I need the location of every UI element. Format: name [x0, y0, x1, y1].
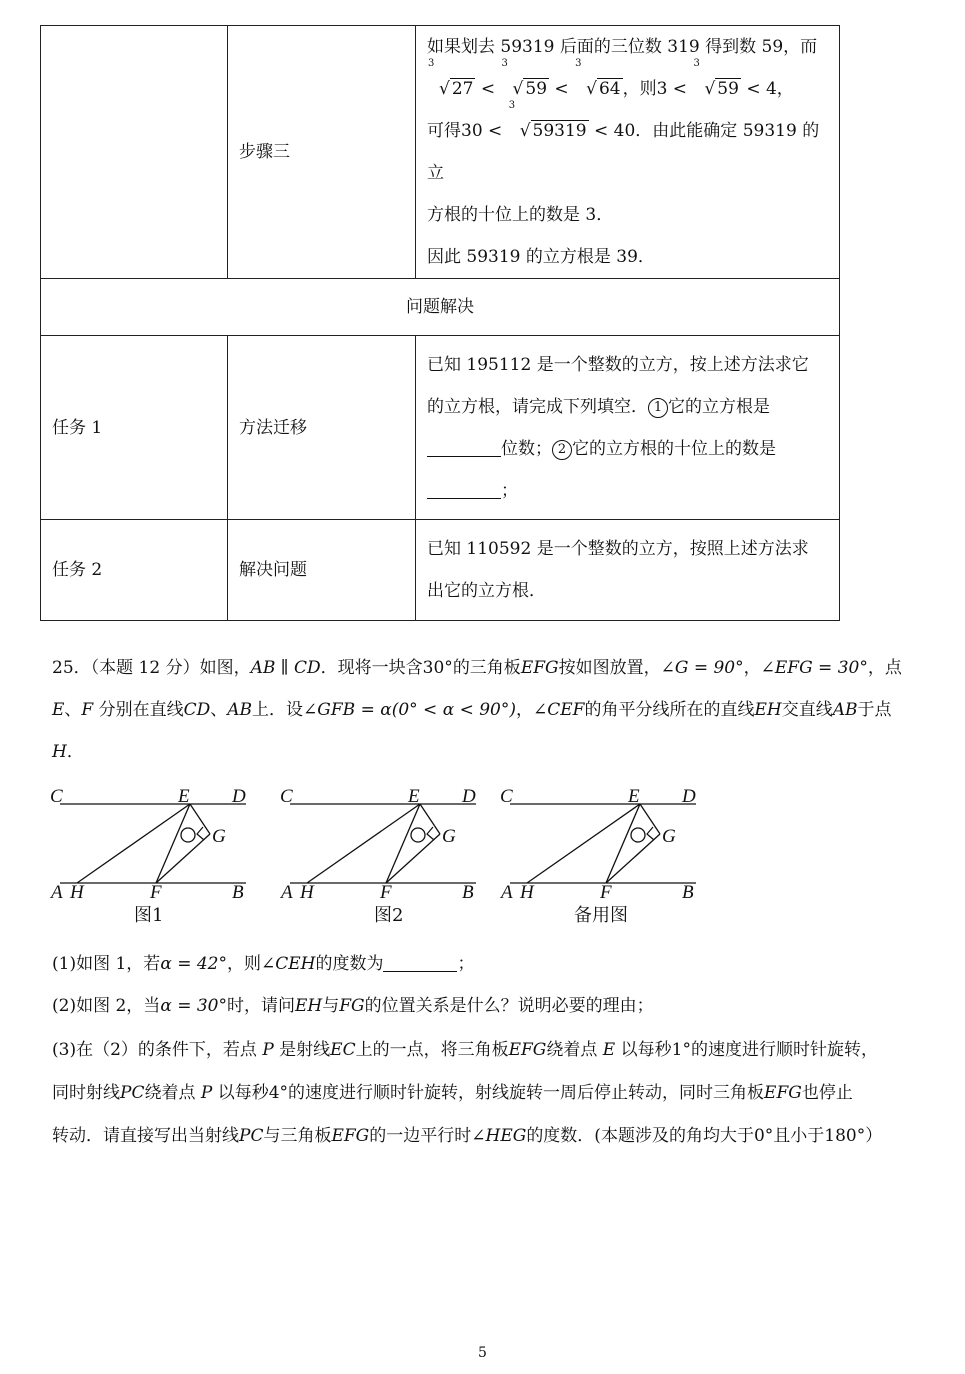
q3-seg: 以每秒 [615, 1040, 672, 1060]
step3-label: 步骤三 [228, 26, 416, 279]
label-d: D [682, 786, 696, 807]
label-b: B [462, 882, 474, 903]
seg-text: 交直线 [781, 700, 833, 720]
seg-ab: AB [227, 700, 253, 720]
q2-eh: EH [294, 996, 323, 1016]
task1-line4-end: ； [501, 480, 518, 501]
figure-1 [50, 780, 260, 930]
label-g: G [212, 826, 226, 847]
page-number: 5 [478, 1345, 487, 1361]
q3-seg: 绕着点 [546, 1040, 603, 1060]
q1-post: 的度数为 [315, 954, 384, 974]
q3-efg: EFG [331, 1126, 370, 1146]
figure-3 [500, 780, 710, 930]
task1-line2-post: 它的立方根是 [668, 396, 770, 417]
label-b: B [232, 882, 244, 903]
label-d: D [462, 786, 476, 807]
step3-line1: 如果划去 59319 后面的三位数 319 得到数 59，而 [427, 37, 818, 57]
seg-parallel: ∥ [275, 658, 295, 678]
label-e: E [628, 786, 640, 807]
question-3-line-3 [52, 1115, 942, 1157]
task2-line1: 已知 110592 是一个整数的立方，按照上述方法求 [427, 539, 809, 559]
q3-seg: 的度数．(本题涉及的角均大于 [526, 1126, 754, 1146]
q2-mid: 时，请问 [226, 996, 295, 1016]
label-d: D [232, 786, 246, 807]
label-c: C [280, 786, 293, 807]
question-2 [52, 985, 942, 1027]
section-header: 问题解决 [41, 279, 840, 336]
problem-line-2 [52, 689, 942, 731]
seg-text: 按如图放置， [558, 658, 661, 678]
q3-1deg: 1° [671, 1040, 691, 1060]
step3-line2: 3 √ 27 < 3 √ 59 < 3 √ 64 ，则3 < 3 √ 59 < 4， [428, 58, 794, 99]
q3-seg: 与三角板 [263, 1126, 332, 1146]
seg-ab: AB [250, 658, 276, 678]
q2-fg: FG [339, 996, 365, 1016]
step3-line3-post: < 40．由此能确定 59319 的立 [427, 121, 820, 183]
task2-name: 任务 2 [41, 520, 228, 621]
cube-root-27: 27 [451, 79, 474, 99]
problem-line-3 [52, 731, 942, 773]
label-h: H [70, 882, 84, 903]
label-c: C [50, 786, 63, 807]
task1-line4 [427, 470, 828, 512]
step3-line2-mid: ，则3 < [622, 79, 688, 99]
seg-h: H [52, 742, 67, 762]
q3-seg: 转动．请直接写出当射线 [52, 1126, 239, 1146]
step3-row [41, 26, 840, 279]
seg-text: ．现将一块含 [320, 658, 423, 678]
q1-mid: ，则 [226, 954, 261, 974]
task1-line2 [427, 386, 828, 428]
q2-post: 的位置关系是什么？说明必要的理由； [364, 996, 654, 1016]
seg-efg: EFG [520, 658, 559, 678]
figure-2-caption: 图2 [374, 905, 404, 926]
label-h: H [300, 882, 314, 903]
seg-comma: ， [743, 658, 761, 678]
task1-row [41, 336, 840, 520]
seg-f: F [81, 700, 94, 720]
seg-period: ． [66, 742, 84, 762]
q3-seg: 同时射线 [52, 1083, 120, 1103]
q3-seg: 也停止 [801, 1083, 853, 1103]
seg-text: 、 [210, 700, 228, 720]
q3-p: P [200, 1083, 213, 1103]
q3-seg: 的一边平行时 [369, 1126, 472, 1146]
figure-2 [280, 780, 490, 930]
cube-root-64: 64 [598, 79, 621, 99]
answer-blank-1[interactable] [427, 438, 501, 457]
circled-number-1: 1 [648, 398, 668, 418]
q2-cond: α = 30° [160, 996, 227, 1016]
q3-180deg: 180° [824, 1126, 866, 1146]
label-a: A [51, 882, 63, 903]
label-e: E [408, 786, 420, 807]
task1-line1: 已知 195112 是一个整数的立方，按上述方法求它 [427, 354, 809, 375]
q2-pre: (2)如图 2，当 [52, 996, 161, 1016]
task2-row [41, 520, 840, 621]
seg-comma: ， [516, 700, 533, 720]
step3-content [416, 26, 840, 279]
q3-efg: EFG [508, 1040, 547, 1060]
step3-line3: 可得30 < 3 √ 59319 < 40．由此能确定 59319 的立 [427, 100, 820, 183]
q1-end: ； [457, 954, 475, 974]
q3-seg: 绕着点 [144, 1083, 201, 1103]
q3-seg: 上的一点，将三角板 [355, 1040, 509, 1060]
seg-cd: CD [183, 700, 211, 720]
figure-3-caption: 备用图 [574, 905, 628, 926]
cube-root-59: 59 [525, 79, 548, 99]
task1-line3-post: 它的立方根的十位上的数是 [572, 438, 776, 459]
cube-root-59319: 59319 [532, 121, 587, 141]
q3-seg: 且小于 [773, 1126, 825, 1146]
seg-angle-efg: ∠EFG = 30° [760, 658, 868, 678]
seg-text: ，点 [867, 658, 902, 678]
task1-line2-pre: 的立方根，请完成下列填空． [427, 396, 648, 417]
q3-p: P [262, 1040, 274, 1060]
q3-seg: 的速度进行顺时针旋转， [690, 1040, 878, 1060]
task1-method: 方法迁移 [228, 336, 416, 520]
task2-content [416, 520, 840, 621]
q1-cond: α = 42° [160, 954, 227, 974]
label-a: A [281, 882, 293, 903]
seg-e: E [52, 700, 65, 720]
task1-name: 任务 1 [41, 336, 228, 520]
problem-number: 25．（本题 12 分）如图， [52, 658, 251, 678]
q3-0deg: 0° [753, 1126, 774, 1146]
question-3-line-1 [52, 1029, 942, 1071]
seg-angle-gfb: ∠GFB = α(0° < α < 90°) [303, 700, 516, 720]
section-header-row [41, 279, 840, 336]
q3-seg: (3)在（2）的条件下，若点 [52, 1040, 263, 1060]
task1-content [416, 336, 840, 520]
answer-blank-2[interactable] [427, 480, 501, 499]
seg-angle-cef: ∠CEF [533, 700, 585, 720]
problem-line-1 [52, 647, 942, 689]
seg-ab: AB [832, 700, 858, 720]
seg-text: 、 [64, 700, 82, 720]
info-table [40, 25, 840, 621]
step3-line5: 因此 59319 的立方根是 39． [427, 247, 655, 267]
seg-text: 上．设 [252, 700, 304, 720]
q3-efg: EFG [764, 1083, 802, 1103]
label-f: F [600, 882, 612, 903]
q3-pc: PC [120, 1083, 145, 1103]
q3-seg: 的速度进行顺时针旋转，射线旋转一周后停止转动，同时三角板 [288, 1083, 765, 1103]
label-c: C [500, 786, 513, 807]
step3-line3-pre: 可得30 < [427, 121, 503, 141]
q3-angle-heg: ∠HEG [471, 1126, 527, 1146]
task1-line3-mid: 位数； [501, 438, 552, 459]
question-1 [52, 943, 942, 985]
task1-line3 [427, 428, 828, 470]
q2-and: 与 [322, 996, 340, 1016]
q3-seg: ） [865, 1126, 883, 1146]
seg-angle-g: ∠G = 90° [660, 658, 744, 678]
q3-e: E [602, 1040, 616, 1060]
q1-pre: (1)如图 1，若 [52, 954, 161, 974]
q3-seg: 是射线 [273, 1040, 331, 1060]
task2-method: 解决问题 [228, 520, 416, 621]
q3-ec: EC [330, 1040, 356, 1060]
cube-root-59-b: 59 [717, 79, 739, 99]
task2-line2: 出它的立方根． [427, 581, 546, 601]
label-h: H [520, 882, 534, 903]
q3-4deg: 4° [268, 1083, 289, 1103]
seg-text: 分别在直线 [93, 700, 184, 720]
label-f: F [150, 882, 162, 903]
seg-eh: EH [754, 700, 782, 720]
step3-line4: 方根的十位上的数是 3． [427, 205, 614, 225]
seg-text: 的三角板 [452, 658, 521, 678]
step3-line2-end: < 4， [746, 79, 794, 99]
label-f: F [380, 882, 392, 903]
label-b: B [682, 882, 694, 903]
q3-pc: PC [239, 1126, 264, 1146]
label-e: E [178, 786, 190, 807]
circled-number-2: 2 [552, 440, 572, 460]
q3-seg: 以每秒 [212, 1083, 269, 1103]
figure-1-caption: 图1 [134, 905, 164, 926]
label-g: G [442, 826, 456, 847]
seg-30deg: 30° [422, 658, 453, 678]
q1-angle: ∠CEH [260, 954, 316, 974]
label-a: A [501, 882, 513, 903]
step3-empty-cell [41, 26, 228, 279]
q1-answer-blank[interactable] [383, 953, 457, 972]
label-g: G [662, 826, 676, 847]
question-3-line-2 [52, 1072, 942, 1114]
seg-text: 的角平分线所在的直线 [584, 700, 755, 720]
seg-text: 于点 [857, 700, 892, 720]
seg-cd: CD [294, 658, 321, 678]
